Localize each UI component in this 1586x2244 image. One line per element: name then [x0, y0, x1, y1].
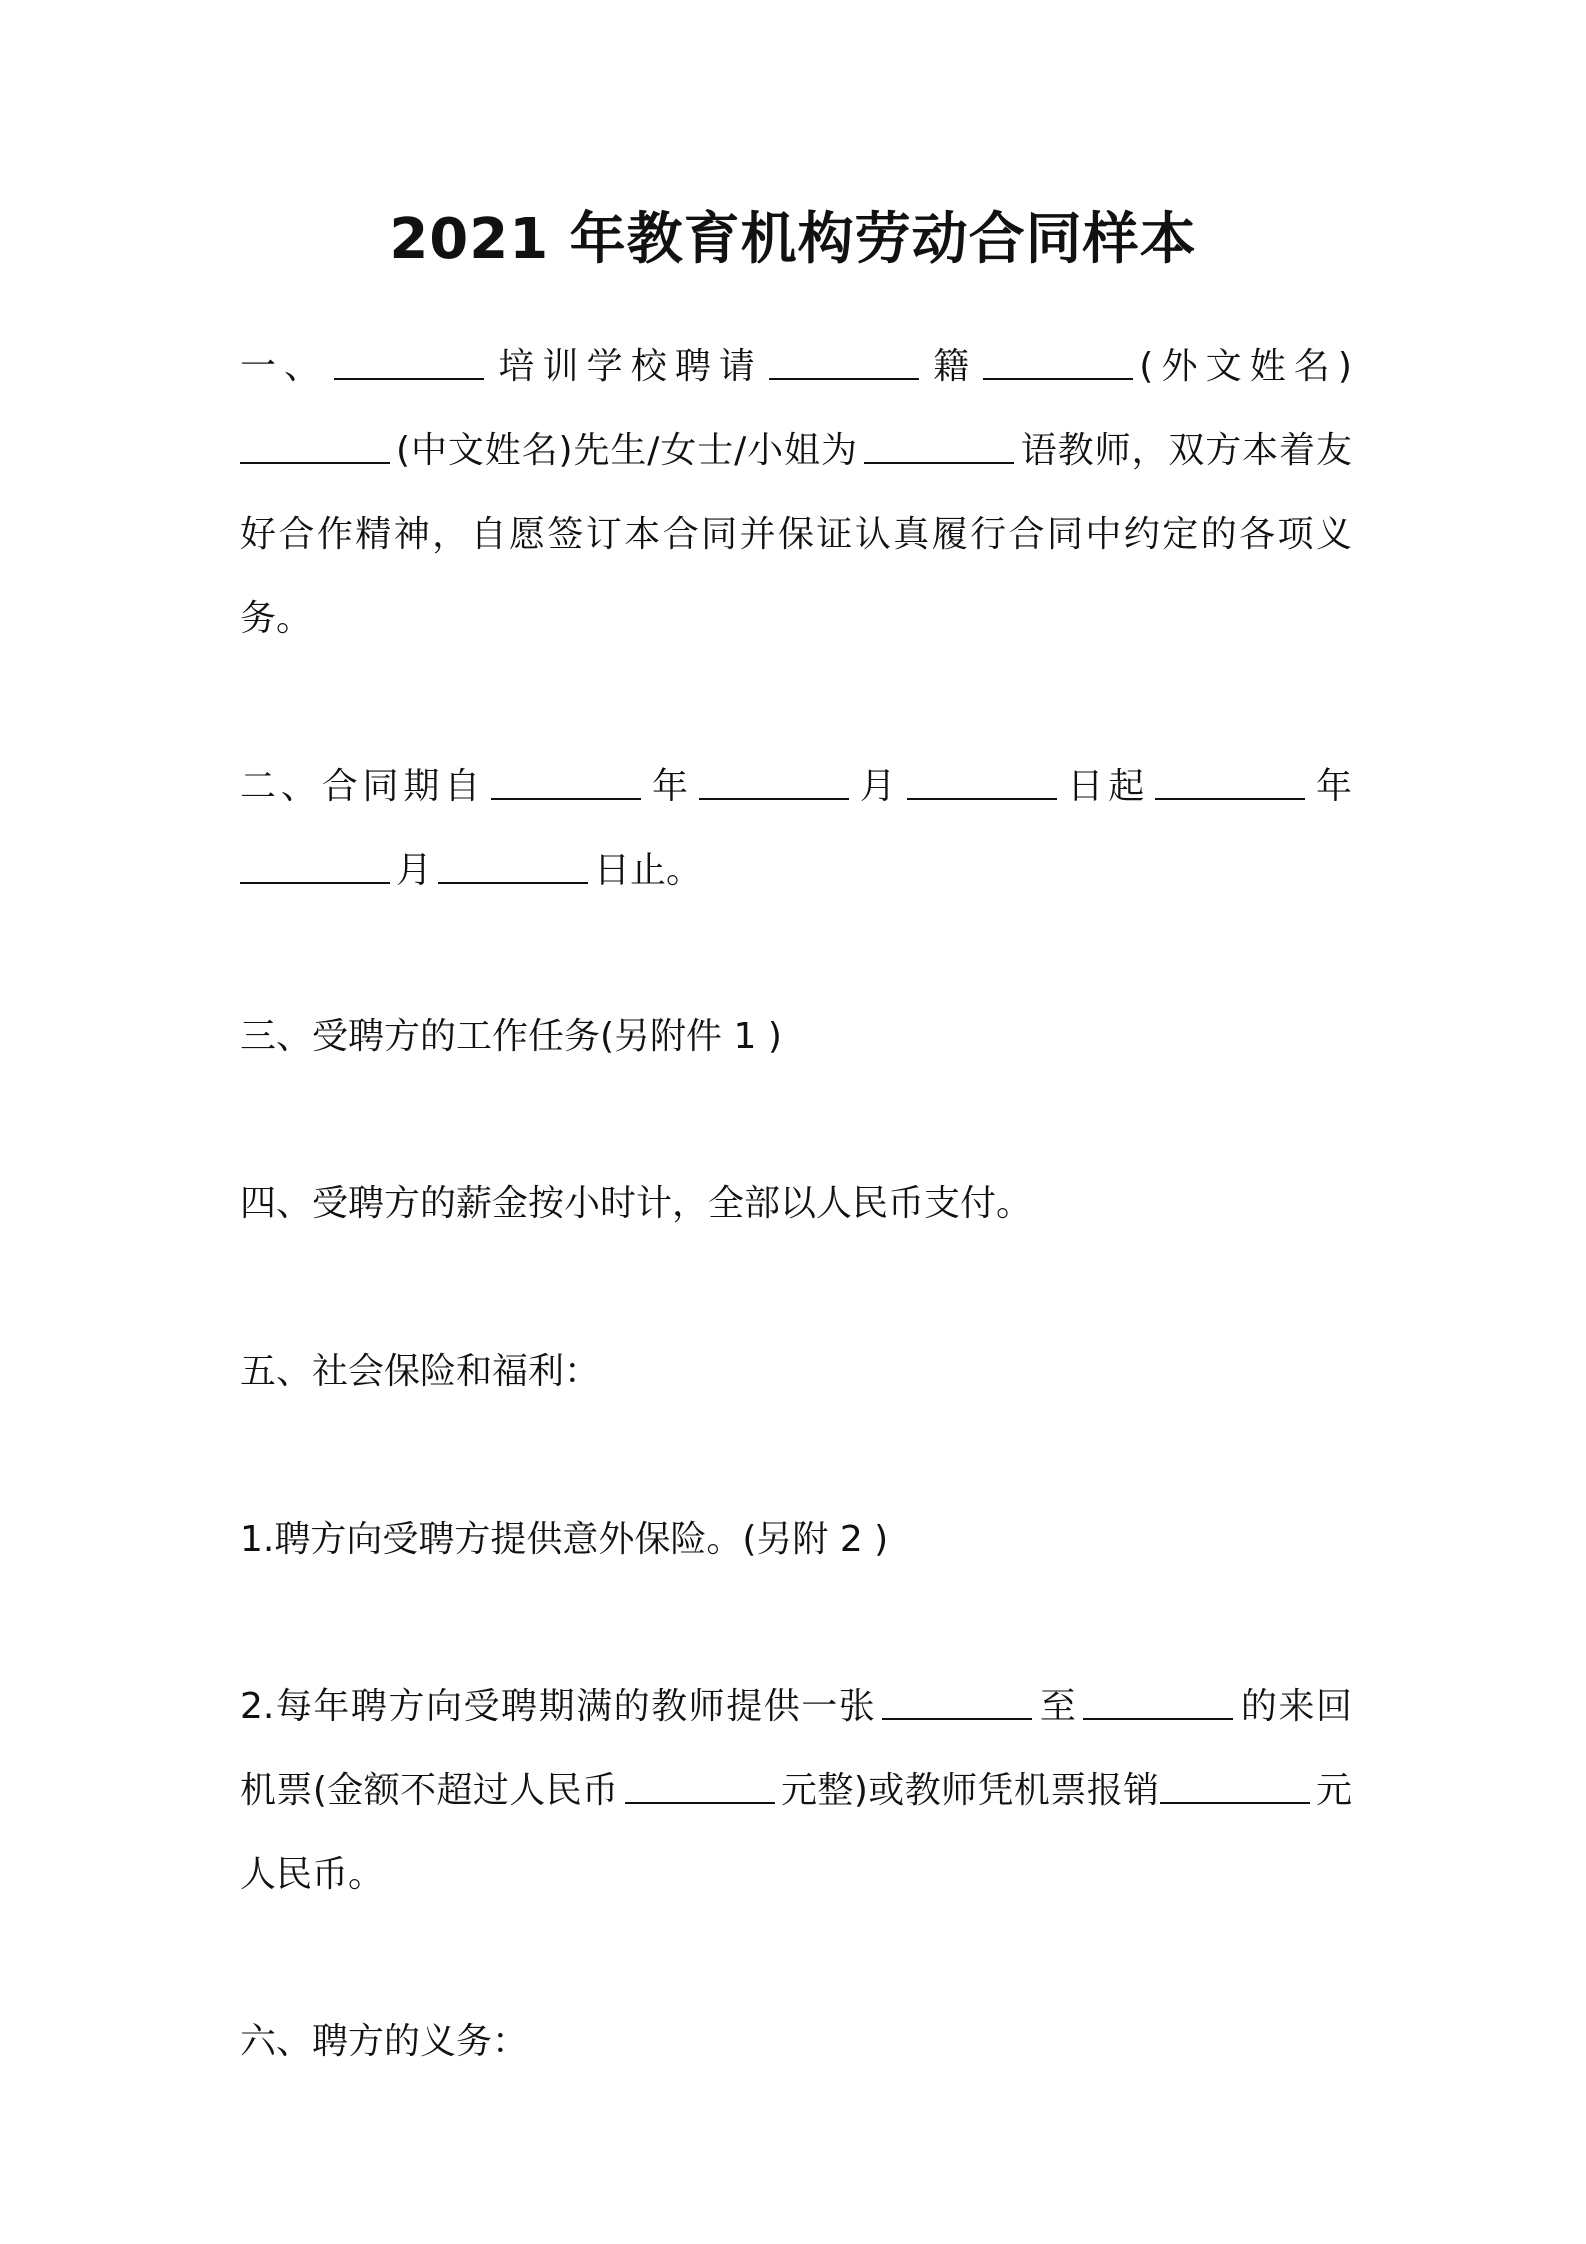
clause-4: 四、受聘方的薪金按小时计，全部以人民币支付。 [240, 1183, 1033, 1224]
clause-5-2-text-to: 至 [1038, 1686, 1078, 1727]
start-day-blank [907, 768, 1057, 800]
clause-1-number: 一、 [240, 346, 329, 387]
start-year-blank [491, 768, 641, 800]
clause-5-item-2 [240, 1665, 1352, 1917]
clause-5-2-text-rmb: 元人民币。 [240, 1770, 1353, 1895]
clause-6: 六、聘方的义务： [240, 2021, 529, 2062]
clause-5: 五、社会保险和福利： [240, 1351, 601, 1392]
clause-1-text-title: (中文姓名)先生/女士/小姐为 [396, 430, 858, 471]
clause-2-text-end: 日止。 [594, 850, 703, 891]
nationality-blank [769, 348, 919, 380]
clause-2-text-end-year: 年 [1311, 766, 1352, 807]
clause-1 [240, 325, 1352, 661]
clause-5-2-text-reimburse: 元整)或教师凭机票报销 [780, 1770, 1160, 1811]
clause-1-text-nationality: 籍 [925, 346, 978, 387]
document-title: 2021 年教育机构劳动合同样本 [389, 207, 1197, 272]
clause-5-2-text-round-trip: 的来回机票(金额不超过人民币 [240, 1686, 1352, 1811]
chinese-name-blank [240, 432, 390, 464]
clause-2-text-month: 月 [854, 766, 901, 807]
foreign-name-blank [983, 348, 1133, 380]
clause-2-text-year: 年 [647, 766, 693, 807]
clause-2 [240, 745, 1352, 913]
start-month-blank [699, 768, 849, 800]
clause-2-text-start: 二、合同期自 [240, 766, 486, 807]
clause-2-text-end-month: 月 [396, 850, 433, 891]
departure-city-blank [882, 1688, 1032, 1720]
destination-city-blank [1083, 1688, 1233, 1720]
clause-3: 三、受聘方的工作任务(另附件 1 ) [240, 1016, 782, 1057]
clause-1-text-hire: 培训学校聘请 [490, 346, 764, 387]
ticket-amount-blank [625, 1772, 775, 1804]
end-year-blank [1155, 768, 1305, 800]
reimburse-amount-blank [1160, 1772, 1310, 1804]
clause-5-2-text-ticket: 2.每年聘方向受聘期满的教师提供一张 [240, 1686, 877, 1727]
end-day-blank [438, 852, 588, 884]
end-month-blank [240, 852, 390, 884]
clause-5-item-1: 1.聘方向受聘方提供意外保险。(另附 2 ) [240, 1519, 889, 1560]
clause-1-text-foreign-name: (外文姓名) [1139, 346, 1352, 387]
clause-1-text-body: 语教师，双方本着友好合作精神，自愿签订本合同并保证认真履行合同中约定的各项义务。 [240, 430, 1352, 639]
school-name-blank [334, 348, 484, 380]
clause-2-text-day-from: 日起 [1062, 766, 1150, 807]
language-blank [864, 432, 1014, 464]
